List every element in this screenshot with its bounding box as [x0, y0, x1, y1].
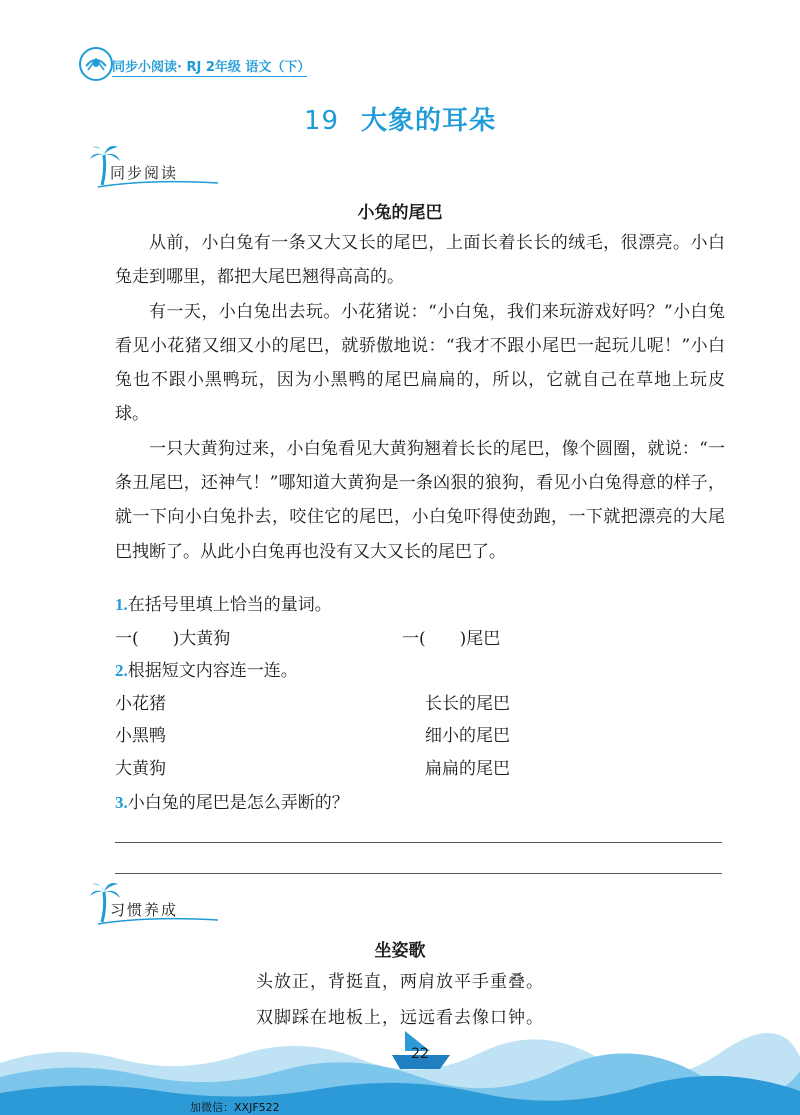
- answer-line[interactable]: [115, 873, 722, 874]
- poem-line: 双脚踩在地板上，远远看去像口钟。: [256, 1008, 544, 1028]
- footer-waves: [0, 1025, 800, 1115]
- question-2-number: 2.: [115, 661, 128, 680]
- answer-line[interactable]: [115, 842, 722, 843]
- match-left-item[interactable]: 大黄狗: [115, 759, 166, 779]
- lesson-title: [0, 100, 800, 137]
- section-title-reading: 同步阅读: [110, 164, 179, 182]
- question-3-text: 小白兔的尾巴是怎么弄断的？: [127, 793, 349, 813]
- story-title: 小兔的尾巴: [357, 203, 443, 223]
- story-paragraph: 一只大黄狗过来，小白兔看见大黄狗翘着长长的尾巴，像个圆圈，就说：“一条丑尾巴，还神气！”哪知道大黄狗是一条凶狠的狼狗，看见小白兔得意的样子，就一下向小白兔扑去，咬住它的尾巴，小白兔吓得使劲跑，一下就把漂亮的大尾巴拽断了。从此小白兔再也没有又大又长的尾巴了。: [115, 438, 725, 562]
- question-3: [115, 788, 349, 813]
- question-2: [115, 656, 298, 681]
- header-underline: [112, 76, 307, 77]
- section-tag-reading: [88, 143, 228, 193]
- question-1: [115, 590, 332, 615]
- story-body: [115, 226, 725, 569]
- header-series-name: 同步小阅读: [112, 60, 178, 75]
- section-tag-habit: [88, 880, 228, 930]
- story-paragraph: 从前，小白兔有一条又大又长的尾巴，上面长着长长的绒毛，很漂亮。小白兔走到哪里，都把大尾巴翘得高高的。: [115, 233, 725, 288]
- question-3-number: 3.: [115, 793, 128, 812]
- match-right-item[interactable]: 扁扁的尾巴: [425, 759, 510, 779]
- q1-blank-right[interactable]: 一( )尾巴: [402, 629, 501, 649]
- lesson-number: 19: [303, 106, 340, 136]
- watermark-text: 加微信：XXJF522: [190, 1101, 280, 1114]
- match-left-item[interactable]: 小花猪: [115, 694, 166, 714]
- question-1-number: 1.: [115, 595, 128, 614]
- series-logo-icon: [78, 46, 114, 82]
- section-title-habit: 习惯养成: [110, 901, 179, 919]
- match-right-item[interactable]: 细小的尾巴: [425, 726, 510, 746]
- lesson-name: 大象的耳朵: [361, 106, 497, 136]
- page-number: 22: [411, 1046, 429, 1062]
- poem-title: 坐姿歌: [374, 941, 426, 961]
- q1-blank-left[interactable]: 一( )大黄狗: [115, 629, 231, 649]
- header-grade: · RJ 2年级 语文（下）: [177, 60, 311, 75]
- question-1-text: 在括号里填上恰当的量词。: [127, 595, 332, 615]
- match-right-item[interactable]: 长长的尾巴: [425, 694, 510, 714]
- match-left-item[interactable]: 小黑鸭: [115, 726, 166, 746]
- question-2-text: 根据短文内容连一连。: [127, 661, 298, 681]
- poem-line: 头放正，背挺直，两肩放平手重叠。: [256, 972, 544, 992]
- header-series: [112, 56, 310, 75]
- story-paragraph: 有一天，小白兔出去玩。小花猪说：“小白兔，我们来玩游戏好吗？”小白兔看见小花猪又细又小的尾巴，就骄傲地说：“我才不跟小尾巴一起玩儿呢！”小白兔也不跟小黑鸭玩，因为小黑鸭的尾巴扁扁的，所以，它就自己在草地上玩皮球。: [115, 301, 725, 425]
